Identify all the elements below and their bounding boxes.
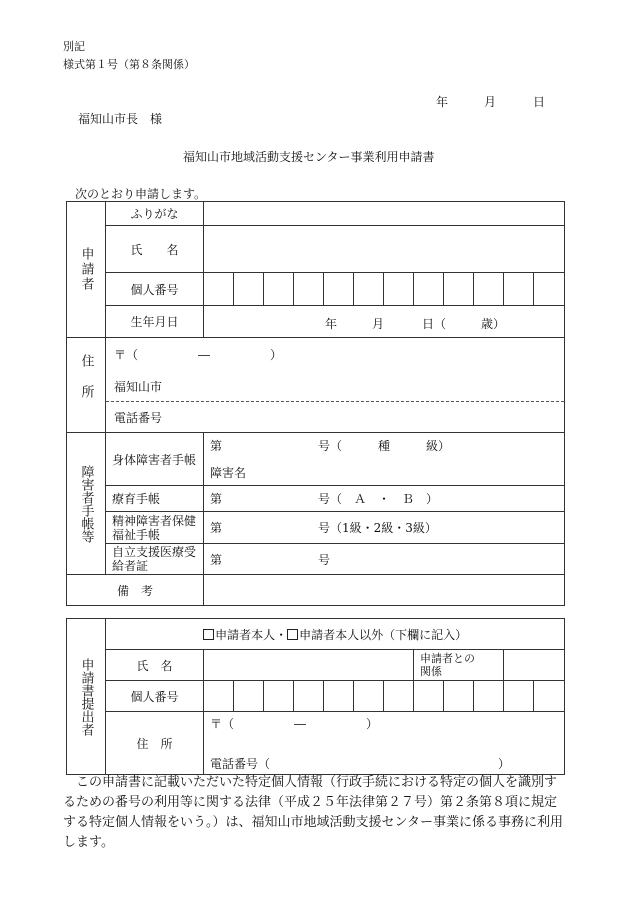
choice-other-label: 申請者本人以外（下欄に記入） — [299, 627, 468, 642]
physical-handbook-value: 第 号（ 種 級） — [210, 439, 451, 453]
personal-number-label: 個人番号 — [106, 273, 204, 306]
medical-certificate-label: 自立支援医療受 給者証 — [106, 544, 204, 575]
submitter-personal-number-label: 個人番号 — [106, 681, 204, 712]
personal-number-digit[interactable] — [504, 273, 534, 306]
handbook-group-label: 障害者手帳等 — [67, 433, 106, 575]
other-checkbox[interactable] — [287, 629, 298, 640]
address-phone: 電話番号 — [114, 411, 163, 425]
personal-number-digit[interactable] — [324, 273, 354, 306]
personal-number-digit[interactable] — [294, 273, 324, 306]
personal-number-digit[interactable] — [264, 273, 294, 306]
submitter-number-digit[interactable] — [504, 681, 534, 712]
submitter-number-digit[interactable] — [414, 681, 444, 712]
address-city: 福知山市 — [114, 380, 163, 394]
submitter-number-digit[interactable] — [234, 681, 264, 712]
submitter-number-digit[interactable] — [324, 681, 354, 712]
submitter-name-field[interactable] — [204, 650, 414, 681]
remarks-label: 備 考 — [67, 575, 204, 606]
address-group-label: 住所 — [67, 338, 106, 433]
address-field[interactable] — [106, 338, 565, 433]
disability-name-label: 障害名 — [210, 466, 247, 480]
submitter-number-digit[interactable] — [354, 681, 384, 712]
submitter-number-digit[interactable] — [204, 681, 234, 712]
birthdate-field[interactable] — [204, 306, 565, 338]
intro-text: 次のとおり申請します。 — [75, 187, 207, 201]
submitter-number-digit[interactable] — [444, 681, 474, 712]
furigana-field[interactable] — [204, 202, 565, 226]
annex-label: 別記 — [63, 40, 85, 53]
submitter-number-digit[interactable] — [264, 681, 294, 712]
mental-handbook-label: 精神障害者保健 福祉手帳 — [106, 512, 204, 544]
address-divider — [106, 401, 564, 402]
relation-field[interactable] — [504, 650, 565, 681]
personal-number-digit[interactable] — [354, 273, 384, 306]
rehab-handbook-value[interactable]: 第 号（ Ａ ・ Ｂ ） — [204, 486, 565, 512]
submitter-number-digit[interactable] — [294, 681, 324, 712]
physical-handbook-field[interactable] — [204, 433, 565, 486]
applicant-table — [66, 201, 565, 606]
birth-age-unit: 歳） — [481, 317, 506, 331]
mental-handbook-value[interactable]: 第 号（1級・2級・3級） — [204, 512, 565, 544]
birthdate-label: 生年月日 — [106, 306, 204, 338]
personal-number-digit[interactable] — [204, 273, 234, 306]
medical-certificate-value[interactable]: 第 号 — [204, 544, 565, 575]
submitter-address-field[interactable] — [204, 712, 565, 775]
submitter-name-label: 氏 名 — [106, 650, 204, 681]
date-year: 年 — [436, 95, 449, 109]
submitter-address-label: 住 所 — [106, 712, 204, 775]
furigana-label: ふりがな — [106, 202, 204, 226]
date-day: 日 — [533, 95, 546, 109]
submitter-choice — [106, 619, 565, 650]
remarks-field[interactable] — [204, 575, 565, 606]
personal-number-digit[interactable] — [444, 273, 474, 306]
addressee: 福知山市長 様 — [78, 112, 163, 126]
address-postal: 〒（ ― ） — [114, 348, 283, 362]
submitter-phone: 電話番号（ ） — [210, 757, 511, 771]
privacy-footnote: この申請書に記載いただいた特定個人情報（行政手続における特定の個人を識別するための番号の利用等に関する法律（平成２５年法律第２７号）第２条第８項に規定する特定個人情報をいう。）は、福知山市地域活動支援センター事業に係る事務に利用します。 — [63, 775, 563, 850]
submitter-number-digit[interactable] — [384, 681, 414, 712]
submitter-number-digit[interactable] — [534, 681, 565, 712]
self-checkbox[interactable] — [203, 629, 214, 640]
personal-number-digit[interactable] — [534, 273, 565, 306]
form-title: 福知山市地域活動支援センター事業利用申請書 — [183, 150, 435, 164]
personal-number-digit[interactable] — [234, 273, 264, 306]
submitter-group-label: 申請書提出者 — [67, 619, 106, 775]
rehab-handbook-label: 療育手帳 — [106, 486, 204, 512]
applicant-group-label: 申請者 — [67, 202, 106, 338]
physical-handbook-label: 身体障害者手帳 — [106, 433, 204, 486]
personal-number-digit[interactable] — [414, 273, 444, 306]
submitter-postal: 〒（ ― ） — [210, 717, 379, 731]
form-number: 様式第１号（第８条関係） — [63, 58, 195, 71]
name-field[interactable] — [204, 226, 565, 273]
birth-day-unit: 日（ — [422, 317, 447, 331]
relation-label: 申請者との 関係 — [414, 650, 504, 681]
personal-number-digit[interactable] — [384, 273, 414, 306]
name-label: 氏 名 — [106, 226, 204, 273]
submitter-table — [66, 618, 565, 775]
choice-self-label: 申請者本人・ — [215, 627, 288, 642]
birth-month-unit: 月 — [372, 317, 385, 331]
birth-year-unit: 年 — [325, 317, 338, 331]
date-month: 月 — [484, 95, 497, 109]
personal-number-digit[interactable] — [474, 273, 504, 306]
submitter-number-digit[interactable] — [474, 681, 504, 712]
